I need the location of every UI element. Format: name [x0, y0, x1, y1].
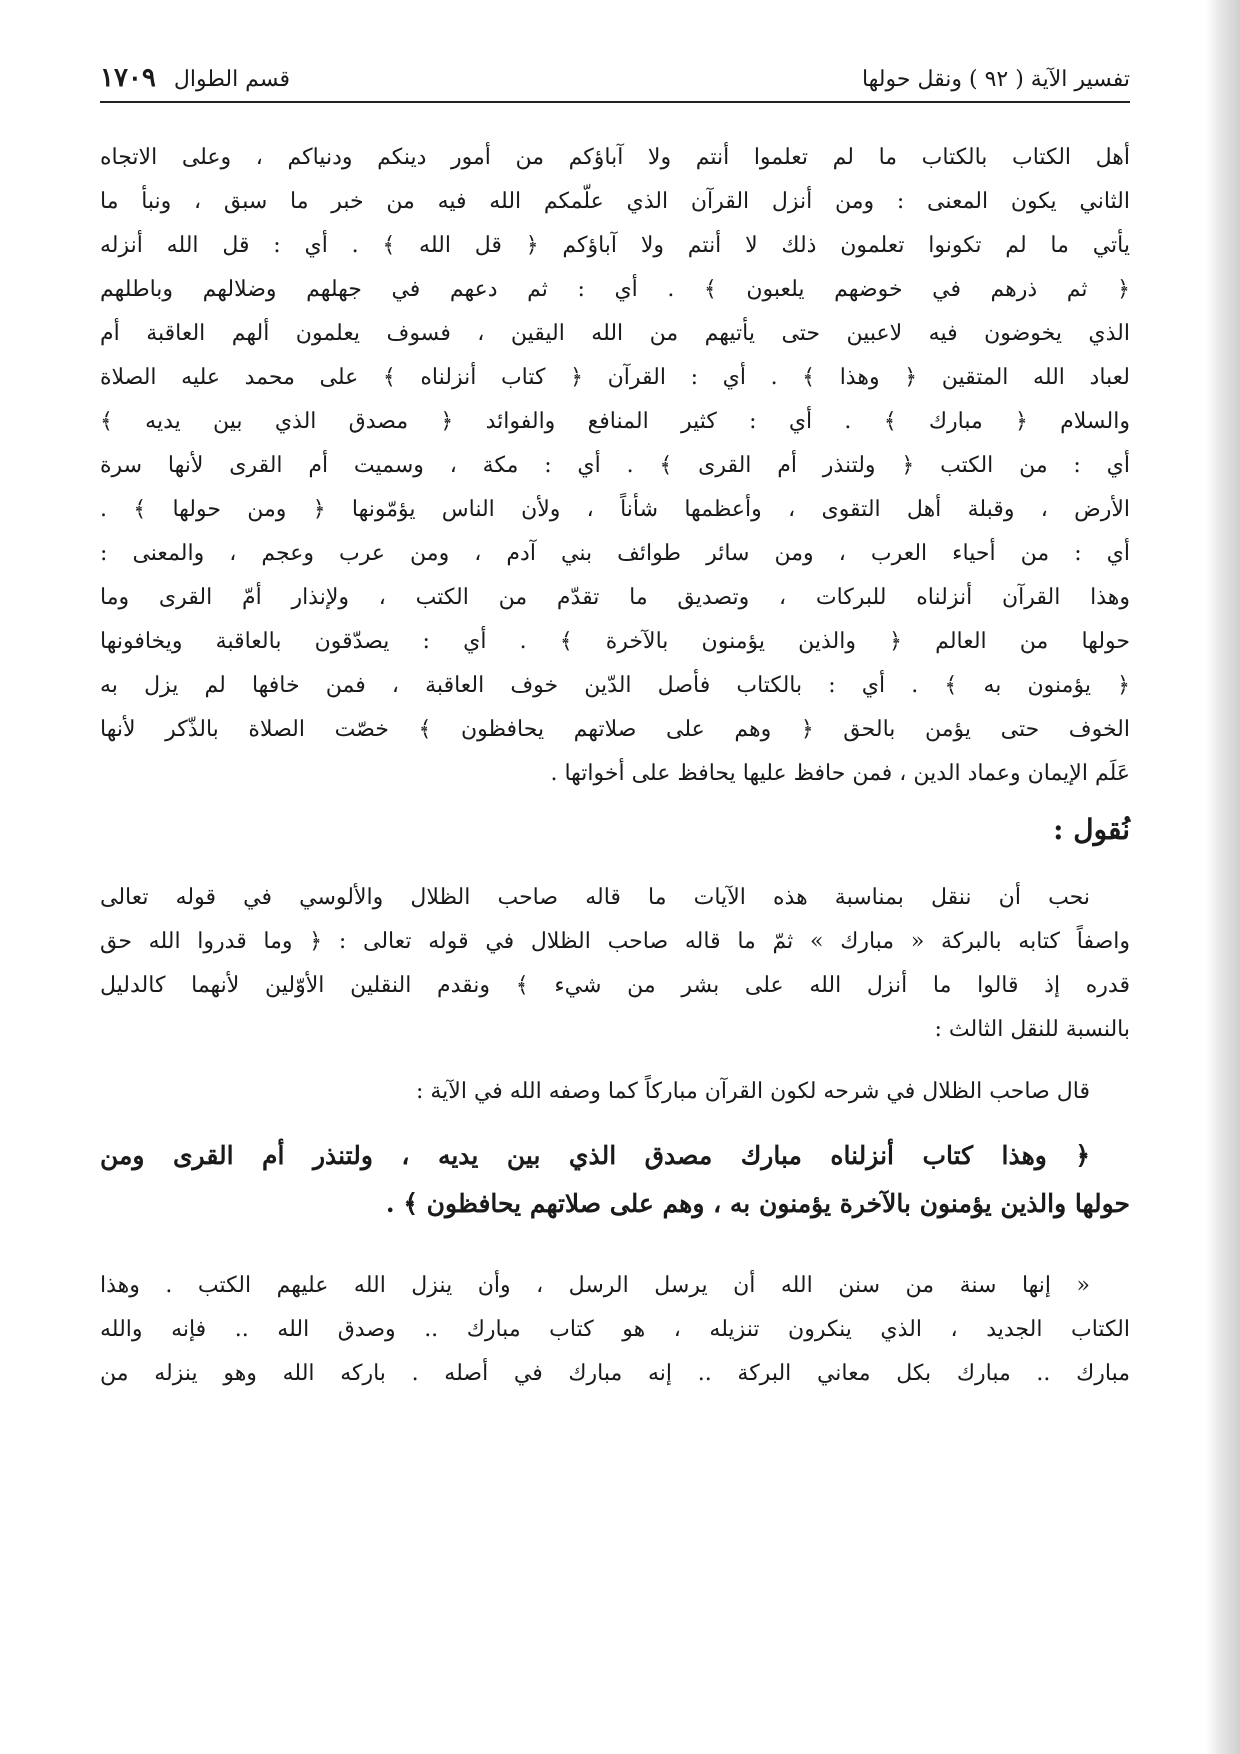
text-line: أي : من أحياء العرب ، ومن سائر طوائف بني آدم ، ومن عرب وعجم ، والمعنى :	[100, 541, 1130, 566]
header-left	[100, 63, 290, 93]
text-line: بالنسبة للنقل الثالث :	[934, 1017, 1130, 1042]
paragraph-commentary	[100, 136, 1130, 796]
text-line: وهذا القرآن أنزلناه للبركات ، وتصديق ما تقدّم من الكتب ، ولإنذار أمّ القرى وما	[100, 585, 1130, 610]
text-line: ﴿ ثم ذرهم في خوضهم يلعبون ﴾ . أي : ثم دعهم في جهلهم وضلالهم وباطلهم	[100, 277, 1130, 302]
paragraph-intro	[100, 876, 1130, 1052]
text-line: عَلَم الإيمان وعماد الدين ، فمن حافظ عليها يحافظ على أخواتها .	[550, 761, 1130, 786]
text-line: لعباد الله المتقين ﴿ وهذا ﴾ . أي : القرآن ﴿ كتاب أنزلناه ﴾ على محمد عليه الصلاة	[100, 365, 1130, 390]
section-heading: نُقول :	[1053, 813, 1130, 846]
text-line: الأرض ، وقبلة أهل التقوى ، وأعظمها شأناً ، ولأن الناس يؤمّونها ﴿ ومن حولها ﴾ .	[100, 497, 1130, 522]
text-line: يأتي ما لم تكونوا تعلمون ذلك لا أنتم ولا آباؤكم ﴿ قل الله ﴾ . أي : قل الله أنزله	[100, 233, 1130, 258]
page-body	[100, 136, 1130, 1396]
verse-block	[100, 1132, 1130, 1228]
paragraph-quote	[100, 1264, 1130, 1396]
quote-intro: قال صاحب الظلال في شرحه لكون القرآن مباركاً كما وصفه الله في الآية :	[415, 1079, 1090, 1104]
scan-page-edge	[1206, 0, 1240, 1754]
running-title: تفسير الآية ( ٩٢ ) ونقل حولها	[861, 67, 1130, 92]
text-line: نحب أن ننقل بمناسبة هذه الآيات ما قاله صاحب الظلال والألوسي في قوله تعالى	[100, 885, 1090, 910]
text-line: الثاني يكون المعنى : ومن أنزل القرآن الذي علّمكم الله فيه من خبر ما سبق ، ونبأ ما	[100, 189, 1130, 214]
text-line: الذي يخوضون فيه لاعبين حتى يأتيهم من الله اليقين ، فسوف يعلمون ألهم العاقبة أم	[100, 321, 1130, 346]
page-number: ١٧٠٩	[100, 63, 156, 93]
verse-line: حولها والذين يؤمنون بالآخرة يؤمنون به ، وهم على صلاتهم يحافظون ﴾ .	[385, 1189, 1130, 1218]
header-rule	[100, 101, 1130, 103]
text-line: « إنها سنة من سنن الله أن يرسل الرسل ، وأن ينزل الله عليهم الكتب . وهذا	[100, 1273, 1090, 1298]
text-line: مبارك .. مبارك بكل معاني البركة .. إنه مبارك في أصله . باركه الله وهو ينزله من	[100, 1361, 1130, 1386]
page-header	[100, 55, 1130, 99]
text-line: أي : من الكتب ﴿ ولتنذر أم القرى ﴾ . أي : مكة ، وسميت أم القرى لأنها سرة	[100, 453, 1130, 478]
text-line: أهل الكتاب بالكتاب ما لم تعلموا أنتم ولا آباؤكم من أمور دينكم ودنياكم ، وعلى الاتجاه	[100, 145, 1130, 170]
text-line: ﴿ يؤمنون به ﴾ . أي : بالكتاب فأصل الدّين خوف العاقبة ، فمن خافها لم يزل به	[100, 673, 1130, 698]
section-name: قسم الطوال	[173, 67, 290, 92]
text-line: الخوف حتى يؤمن بالحق ﴿ وهم على صلاتهم يحافظون ﴾ خصّت الصلاة بالذّكر لأنها	[100, 717, 1130, 742]
text-line: الكتاب الجديد ، الذي ينكرون تنزيله ، هو كتاب مبارك .. وصدق الله .. فإنه والله	[100, 1317, 1130, 1342]
text-line: والسلام ﴿ مبارك ﴾ . أي : كثير المنافع والفوائد ﴿ مصدق الذي بين يديه ﴾	[100, 409, 1130, 434]
text-line: حولها من العالم ﴿ والذين يؤمنون بالآخرة ﴾ . أي : يصدّقون بالعاقبة ويخافونها	[100, 629, 1130, 654]
verse-line: ﴿ وهذا كتاب أنزلناه مبارك مصدق الذي بين يديه ، ولتنذر أم القرى ومن	[100, 1141, 1090, 1170]
text-line: قدره إذ قالوا ما أنزل الله على بشر من شيء ﴾ ونقدم النقلين الأوّلين لأنهما كالدليل	[100, 973, 1130, 998]
text-line: واصفاً كتابه بالبركة « مبارك » ثمّ ما قاله صاحب الظلال في قوله تعالى : ﴿ وما قدروا الله حق	[100, 929, 1130, 954]
